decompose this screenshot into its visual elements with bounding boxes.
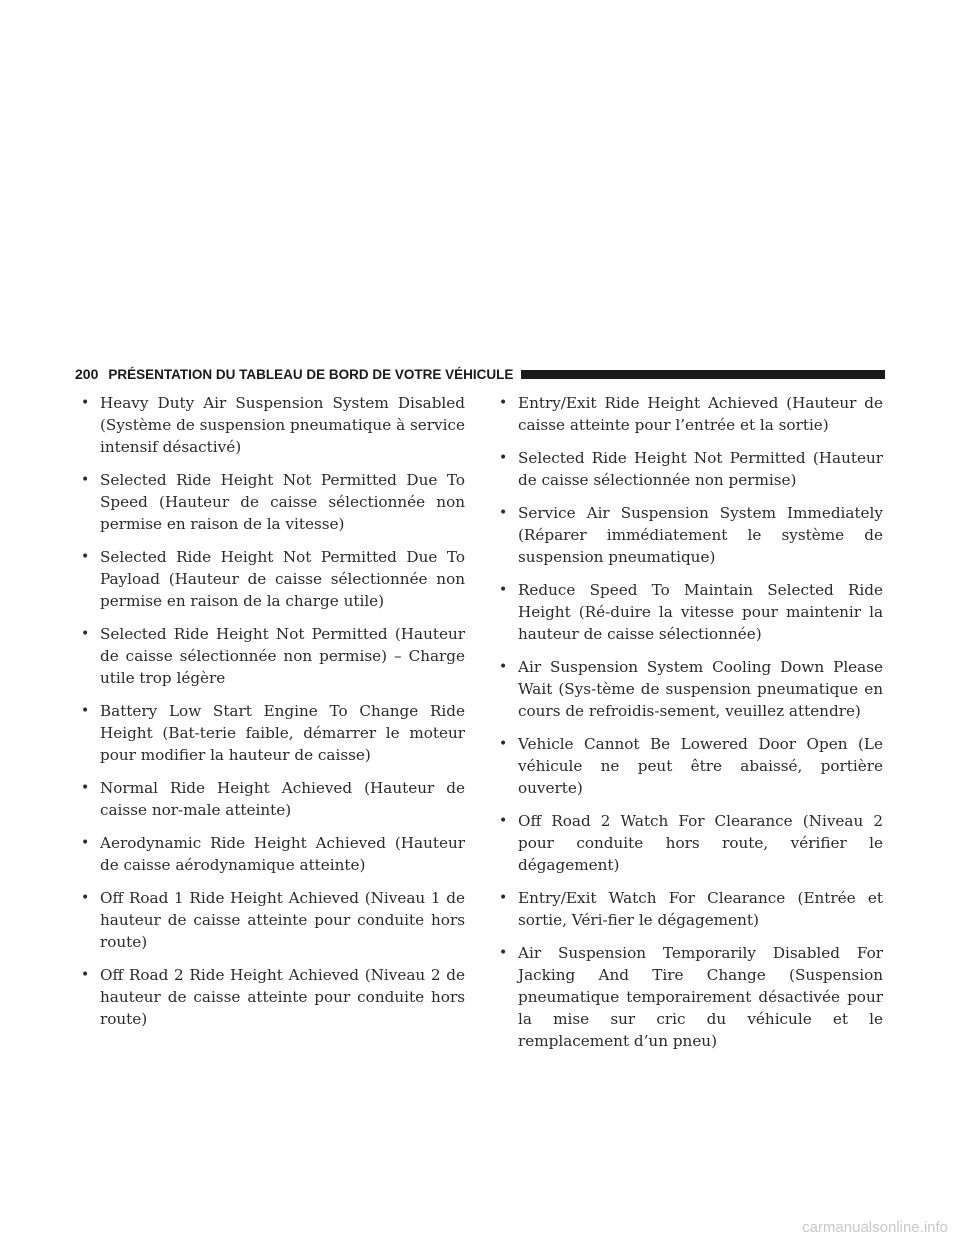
list-item [75,623,465,689]
bullet-icon: • [499,736,508,752]
bullet-icon: • [81,549,90,565]
bullet-icon: • [499,450,508,466]
bullet-icon: • [81,967,90,983]
list-item [493,656,883,722]
list-item [493,810,883,876]
list-item [75,887,465,953]
list-item-text: Air Suspension System Cooling Down Please Wait (Sys-tème de suspension pneumatique en cours de refroidis-sement, veuillez attendre) [518,658,883,720]
bullet-icon: • [499,813,508,829]
section-title: PRÉSENTATION DU TABLEAU DE BORD DE VOTRE VÉHICULE [108,366,514,382]
list-item-text: Battery Low Start Engine To Change Ride Height (Bat-terie faible, démarrer le moteur pour modifier la hauteur de caisse) [100,702,465,764]
list-item-text: Entry/Exit Watch For Clearance (Entrée et sortie, Véri-fier le dégagement) [518,889,883,929]
header-rule [521,370,885,379]
list-item [493,392,883,436]
list-item [75,964,465,1030]
list-item [75,546,465,612]
list-item-text: Off Road 2 Watch For Clearance (Niveau 2 pour conduite hors route, vérifier le dégagement) [518,812,883,874]
bullet-icon: • [499,945,508,961]
left-bullet-list [75,392,465,1030]
page-number: 200 [75,366,99,382]
list-item-text: Vehicle Cannot Be Lowered Door Open (Le véhicule ne peut être abaissé, portière ouverte) [518,735,883,797]
list-item [493,447,883,491]
list-item [75,832,465,876]
bullet-icon: • [81,703,90,719]
bullet-icon: • [81,626,90,642]
bullet-icon: • [499,582,508,598]
right-column [493,392,883,1063]
list-item-text: Selected Ride Height Not Permitted Due To Payload (Hauteur de caisse sélectionnée non permise en raison de la charge utile) [100,548,465,610]
list-item [493,887,883,931]
bullet-icon: • [81,395,90,411]
list-item-text: Off Road 1 Ride Height Achieved (Niveau 1 de hauteur de caisse atteinte pour conduite hors route) [100,889,465,951]
list-item [75,777,465,821]
list-item-text: Entry/Exit Ride Height Achieved (Hauteur de caisse atteinte pour l’entrée et la sortie) [518,394,883,434]
list-item-text: Air Suspension Temporarily Disabled For Jacking And Tire Change (Suspension pneumatique temporairement désactivée pour la mise sur cric du véhicule et le remplacement d’un pneu) [518,944,883,1050]
list-item [493,502,883,568]
bullet-icon: • [499,659,508,675]
bullet-icon: • [499,890,508,906]
list-item-text: Aerodynamic Ride Height Achieved (Hauteur de caisse aérodynamique atteinte) [100,834,465,874]
list-item-text: Selected Ride Height Not Permitted Due To Speed (Hauteur de caisse sélectionnée non permise en raison de la vitesse) [100,471,465,533]
bullet-icon: • [499,395,508,411]
bullet-icon: • [499,505,508,521]
bullet-icon: • [81,472,90,488]
bullet-icon: • [81,780,90,796]
bullet-icon: • [81,835,90,851]
list-item [493,942,883,1052]
list-item-text: Normal Ride Height Achieved (Hauteur de caisse nor-male atteinte) [100,779,465,819]
list-item [75,469,465,535]
list-item [493,579,883,645]
list-item-text: Service Air Suspension System Immediately (Réparer immédiatement le système de suspension pneumatique) [518,504,883,566]
list-item-text: Off Road 2 Ride Height Achieved (Niveau 2 de hauteur de caisse atteinte pour conduite hors route) [100,966,465,1028]
right-bullet-list [493,392,883,1052]
list-item-text: Reduce Speed To Maintain Selected Ride Height (Ré-duire la vitesse pour maintenir la hauteur de caisse sélectionnée) [518,581,883,643]
list-item-text: Selected Ride Height Not Permitted (Hauteur de caisse sélectionnée non permise) [518,449,883,489]
bullet-icon: • [81,890,90,906]
list-item [493,733,883,799]
page-header [75,362,885,386]
list-item [75,392,465,458]
left-column [75,392,465,1041]
list-item-text: Heavy Duty Air Suspension System Disabled (Système de suspension pneumatique à service intensif désactivé) [100,394,465,456]
watermark: carmanualsonline.info [802,1219,948,1236]
list-item-text: Selected Ride Height Not Permitted (Hauteur de caisse sélectionnée non permise) – Charge utile trop légère [100,625,465,687]
list-item [75,700,465,766]
